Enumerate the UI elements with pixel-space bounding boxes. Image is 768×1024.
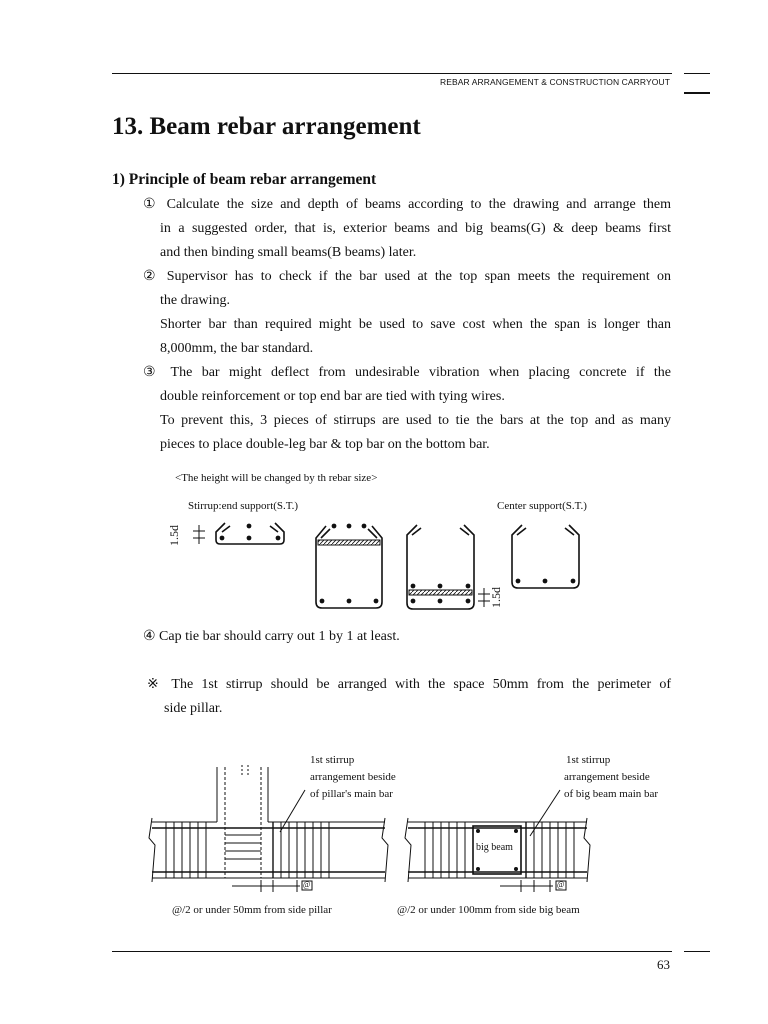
page-number: 63 xyxy=(657,957,670,972)
item3-line2: double reinforcement or top end bar are tied with tying wires. xyxy=(160,389,505,404)
note-line2: side pillar. xyxy=(164,701,223,716)
item2-line4: 8,000mm, the bar standard. xyxy=(160,341,314,356)
figure1-label-right: Center support(S.T.) xyxy=(497,500,587,512)
footer-rule-right xyxy=(684,951,710,952)
item3-line4: pieces to place double-leg bar & top bar on the bottom bar. xyxy=(160,437,490,452)
section-subtitle: 1) Principle of beam rebar arrangement xyxy=(112,171,377,188)
fig2-left-label-2: arrangement beside xyxy=(310,771,396,783)
item2-line3: Shorter bar than required might be used to save cost when the span is longer than xyxy=(160,317,671,332)
big-beam-drawing xyxy=(405,790,590,892)
fig2-left-dim: @ xyxy=(303,880,311,889)
item1-line1: ① Calculate the size and depth of beams according to the drawing and arrange them xyxy=(143,197,671,212)
fig2-left-label-1: 1st stirrup xyxy=(310,754,355,766)
item3-line3: To prevent this, 3 pieces of stirrups are used to tie the bars at the top and as many xyxy=(160,413,671,428)
fig2-right-caption: @/2 or under 100mm from side big beam xyxy=(397,904,580,916)
pillar-beam-drawing xyxy=(149,765,388,892)
fig2-left-caption: @/2 or under 50mm from side pillar xyxy=(172,904,332,916)
item2-line1: ② Supervisor has to check if the bar used at the top span meets the requirement on xyxy=(143,269,671,284)
item4-line: ④ Cap tie bar should carry out 1 by 1 at least. xyxy=(143,629,400,644)
item2-line2: the drawing. xyxy=(160,293,230,308)
dim-left-label: 1.5d xyxy=(167,525,181,546)
fig2-left-label-3: of pillar's main bar xyxy=(310,788,393,800)
fig2-right-dim: @ xyxy=(557,880,565,889)
section-title: 13. Beam rebar arrangement xyxy=(112,113,421,140)
item1-line2: in a suggested order, that is, exterior beams and big beams(G) & deep beams first xyxy=(160,221,671,236)
big-beam-label: big beam xyxy=(476,842,513,853)
fig2-right-label-1: 1st stirrup xyxy=(566,754,611,766)
running-title: REBAR ARRANGEMENT & CONSTRUCTION CARRYOUT xyxy=(439,77,670,87)
fig2-right-label-3: of big beam main bar xyxy=(564,788,659,800)
figure1-caption: <The height will be changed by th rebar size> xyxy=(175,472,378,484)
figure1-label-left: Stirrup:end support(S.T.) xyxy=(188,500,299,512)
item1-line3: and then binding small beams(B beams) later. xyxy=(160,245,417,260)
item3-line1: ③ The bar might deflect from undesirable vibration when placing concrete if the xyxy=(143,365,671,380)
dim-right-label: 1.5d xyxy=(489,587,503,608)
fig2-right-label-2: arrangement beside xyxy=(564,771,650,783)
footer-rule-main xyxy=(112,951,672,952)
note-line1: ※ The 1st stirrup should be arranged with the space 50mm from the perimeter of xyxy=(147,677,671,692)
